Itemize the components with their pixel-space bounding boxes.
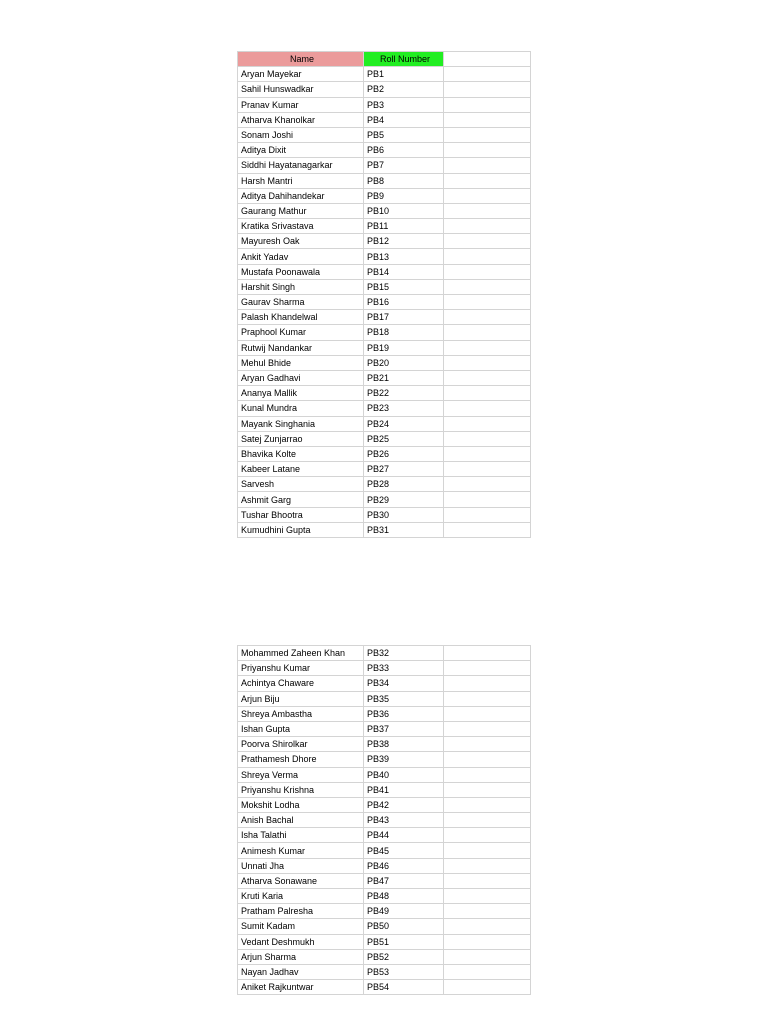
name-cell[interactable]: Priyanshu Krishna xyxy=(238,782,364,797)
name-cell[interactable]: Rutwij Nandankar xyxy=(238,340,364,355)
name-cell[interactable]: Kruti Karia xyxy=(238,889,364,904)
name-cell[interactable]: Unnati Jha xyxy=(238,858,364,873)
roll-number-cell[interactable]: PB37 xyxy=(364,721,444,736)
table-row xyxy=(238,203,531,218)
table-row xyxy=(238,964,531,979)
name-cell[interactable]: Aniket Rajkuntwar xyxy=(238,980,364,995)
name-cell[interactable]: Kratika Srivastava xyxy=(238,219,364,234)
table-1-body xyxy=(238,52,531,538)
roll-number-cell[interactable]: PB4 xyxy=(364,112,444,127)
roll-number-cell[interactable]: PB44 xyxy=(364,828,444,843)
name-cell[interactable]: Sahil Hunswadkar xyxy=(238,82,364,97)
table-row xyxy=(238,858,531,873)
name-cell[interactable]: Mehul Bhide xyxy=(238,355,364,370)
table-row xyxy=(238,112,531,127)
roll-number-cell[interactable]: PB46 xyxy=(364,858,444,873)
roll-number-cell[interactable]: PB39 xyxy=(364,752,444,767)
table-row xyxy=(238,737,531,752)
empty-cell[interactable] xyxy=(444,507,531,522)
table-row xyxy=(238,295,531,310)
table-row xyxy=(238,706,531,721)
table-row xyxy=(238,843,531,858)
empty-cell[interactable] xyxy=(444,522,531,537)
name-cell[interactable]: Mayank Singhania xyxy=(238,416,364,431)
name-cell[interactable]: Priyanshu Kumar xyxy=(238,661,364,676)
empty-cell[interactable] xyxy=(444,279,531,294)
name-cell[interactable]: Ishan Gupta xyxy=(238,721,364,736)
roll-number-cell[interactable]: PB24 xyxy=(364,416,444,431)
roll-number-cell[interactable]: PB3 xyxy=(364,97,444,112)
empty-cell[interactable] xyxy=(444,813,531,828)
empty-cell[interactable] xyxy=(444,249,531,264)
roll-number-cell[interactable]: PB8 xyxy=(364,173,444,188)
table-row xyxy=(238,82,531,97)
empty-cell[interactable] xyxy=(444,295,531,310)
empty-cell[interactable] xyxy=(444,355,531,370)
name-cell[interactable]: Gaurav Sharma xyxy=(238,295,364,310)
name-cell[interactable]: Harsh Mantri xyxy=(238,173,364,188)
empty-cell[interactable] xyxy=(444,767,531,782)
roll-number-cell[interactable]: PB26 xyxy=(364,446,444,461)
table-row xyxy=(238,904,531,919)
empty-cell[interactable] xyxy=(444,97,531,112)
table-row xyxy=(238,310,531,325)
name-cell[interactable]: Aryan Gadhavi xyxy=(238,370,364,385)
name-cell[interactable]: Vedant Deshmukh xyxy=(238,934,364,949)
name-cell[interactable]: Kunal Mundra xyxy=(238,401,364,416)
table-2-body xyxy=(238,646,531,995)
name-cell[interactable]: Gaurang Mathur xyxy=(238,203,364,218)
empty-cell[interactable] xyxy=(444,188,531,203)
empty-cell[interactable] xyxy=(444,980,531,995)
name-cell[interactable]: Bhavika Kolte xyxy=(238,446,364,461)
empty-cell[interactable] xyxy=(444,219,531,234)
table-row xyxy=(238,279,531,294)
empty-cell[interactable] xyxy=(444,889,531,904)
table-row xyxy=(238,797,531,812)
name-cell[interactable]: Praphool Kumar xyxy=(238,325,364,340)
table-row xyxy=(238,691,531,706)
table-row xyxy=(238,264,531,279)
table-row xyxy=(238,934,531,949)
table-row xyxy=(238,721,531,736)
roll-number-cell[interactable]: PB12 xyxy=(364,234,444,249)
roll-number-cell[interactable]: PB45 xyxy=(364,843,444,858)
empty-cell[interactable] xyxy=(444,661,531,676)
table-row xyxy=(238,661,531,676)
name-cell[interactable]: Tushar Bhootra xyxy=(238,507,364,522)
name-cell[interactable]: Satej Zunjarrao xyxy=(238,431,364,446)
roll-number-cell[interactable]: PB48 xyxy=(364,889,444,904)
table-row xyxy=(238,873,531,888)
table-row xyxy=(238,767,531,782)
roll-number-cell[interactable]: PB10 xyxy=(364,203,444,218)
name-cell[interactable]: Atharva Khanolkar xyxy=(238,112,364,127)
empty-cell[interactable] xyxy=(444,416,531,431)
roll-number-cell[interactable]: PB5 xyxy=(364,127,444,142)
name-cell[interactable]: Shreya Verma xyxy=(238,767,364,782)
table-row xyxy=(238,249,531,264)
roll-number-cell[interactable]: PB34 xyxy=(364,676,444,691)
roll-number-cell[interactable]: PB14 xyxy=(364,264,444,279)
student-table-1 xyxy=(237,51,531,538)
name-cell[interactable]: Animesh Kumar xyxy=(238,843,364,858)
empty-cell[interactable] xyxy=(444,646,531,661)
empty-cell[interactable] xyxy=(444,310,531,325)
empty-cell[interactable] xyxy=(444,477,531,492)
roll-number-cell[interactable]: PB16 xyxy=(364,295,444,310)
table-row xyxy=(238,477,531,492)
name-cell[interactable]: Poorva Shirolkar xyxy=(238,737,364,752)
roll-number-cell[interactable]: PB30 xyxy=(364,507,444,522)
empty-cell[interactable] xyxy=(444,82,531,97)
roll-number-cell[interactable]: PB19 xyxy=(364,340,444,355)
table-row xyxy=(238,949,531,964)
name-cell[interactable]: Ankit Yadav xyxy=(238,249,364,264)
table-row xyxy=(238,370,531,385)
table-row xyxy=(238,325,531,340)
empty-cell[interactable] xyxy=(444,706,531,721)
roll-number-cell[interactable]: PB33 xyxy=(364,661,444,676)
empty-cell[interactable] xyxy=(444,264,531,279)
header-row xyxy=(238,52,531,67)
table-row xyxy=(238,431,531,446)
empty-cell[interactable] xyxy=(444,964,531,979)
name-cell[interactable]: Kumudhini Gupta xyxy=(238,522,364,537)
roll-number-cell[interactable]: PB50 xyxy=(364,919,444,934)
student-table-2 xyxy=(237,645,531,995)
table-row xyxy=(238,813,531,828)
table-row xyxy=(238,127,531,142)
name-cell[interactable]: Shreya Ambastha xyxy=(238,706,364,721)
roll-number-cell[interactable]: PB27 xyxy=(364,462,444,477)
empty-cell[interactable] xyxy=(444,782,531,797)
roll-number-cell[interactable]: PB13 xyxy=(364,249,444,264)
roll-number-cell[interactable]: PB22 xyxy=(364,386,444,401)
empty-cell[interactable] xyxy=(444,158,531,173)
roll-number-cell[interactable]: PB6 xyxy=(364,143,444,158)
roll-number-cell[interactable]: PB7 xyxy=(364,158,444,173)
name-cell[interactable]: Ashmit Garg xyxy=(238,492,364,507)
name-cell[interactable]: Aditya Dixit xyxy=(238,143,364,158)
empty-cell[interactable] xyxy=(444,370,531,385)
table-row xyxy=(238,188,531,203)
roll-number-cell[interactable]: PB38 xyxy=(364,737,444,752)
table-row xyxy=(238,646,531,661)
table-row xyxy=(238,889,531,904)
table-row xyxy=(238,919,531,934)
table-row xyxy=(238,219,531,234)
table-row xyxy=(238,340,531,355)
table-row xyxy=(238,522,531,537)
roll-number-cell[interactable]: PB17 xyxy=(364,310,444,325)
empty-cell[interactable] xyxy=(444,462,531,477)
name-cell[interactable]: Arjun Sharma xyxy=(238,949,364,964)
table-row xyxy=(238,416,531,431)
empty-cell[interactable] xyxy=(444,934,531,949)
empty-cell[interactable] xyxy=(444,127,531,142)
roll-number-cell[interactable]: PB49 xyxy=(364,904,444,919)
name-cell[interactable]: Pratham Palresha xyxy=(238,904,364,919)
roll-number-cell[interactable]: PB21 xyxy=(364,370,444,385)
roll-number-cell[interactable]: PB51 xyxy=(364,934,444,949)
roll-number-cell[interactable]: PB40 xyxy=(364,767,444,782)
roll-number-cell[interactable]: PB41 xyxy=(364,782,444,797)
empty-cell[interactable] xyxy=(444,676,531,691)
table-row xyxy=(238,234,531,249)
name-cell[interactable]: Nayan Jadhav xyxy=(238,964,364,979)
table-row xyxy=(238,828,531,843)
roll-number-cell[interactable]: PB28 xyxy=(364,477,444,492)
name-cell[interactable]: Achintya Chaware xyxy=(238,676,364,691)
name-header-cell[interactable]: Name xyxy=(238,52,364,67)
empty-cell[interactable] xyxy=(444,843,531,858)
roll-number-cell[interactable]: PB52 xyxy=(364,949,444,964)
roll-number-cell[interactable]: PB23 xyxy=(364,401,444,416)
name-cell[interactable]: Mayuresh Oak xyxy=(238,234,364,249)
table-row xyxy=(238,143,531,158)
roll-number-cell[interactable]: PB53 xyxy=(364,964,444,979)
roll-number-cell[interactable]: PB29 xyxy=(364,492,444,507)
empty-cell[interactable] xyxy=(444,691,531,706)
roll-number-cell[interactable]: PB31 xyxy=(364,522,444,537)
roll-number-cell[interactable]: PB11 xyxy=(364,219,444,234)
name-cell[interactable]: Aryan Mayekar xyxy=(238,67,364,82)
name-cell[interactable]: Ananya Mallik xyxy=(238,386,364,401)
name-cell[interactable]: Sumit Kadam xyxy=(238,919,364,934)
empty-cell[interactable] xyxy=(444,737,531,752)
table-row xyxy=(238,173,531,188)
roll-number-cell[interactable]: PB32 xyxy=(364,646,444,661)
name-cell[interactable]: Atharva Sonawane xyxy=(238,873,364,888)
empty-cell[interactable] xyxy=(444,828,531,843)
empty-cell[interactable] xyxy=(444,67,531,82)
name-cell[interactable]: Aditya Dahihandekar xyxy=(238,188,364,203)
name-cell[interactable]: Mokshit Lodha xyxy=(238,797,364,812)
empty-cell[interactable] xyxy=(444,949,531,964)
name-cell[interactable]: Mohammed Zaheen Khan xyxy=(238,646,364,661)
roll-number-cell[interactable]: PB2 xyxy=(364,82,444,97)
empty-cell[interactable] xyxy=(444,112,531,127)
table-row xyxy=(238,355,531,370)
roll-number-cell[interactable]: PB54 xyxy=(364,980,444,995)
empty-cell[interactable] xyxy=(444,431,531,446)
table-row xyxy=(238,386,531,401)
empty-cell[interactable] xyxy=(444,858,531,873)
empty-cell[interactable] xyxy=(444,919,531,934)
empty-cell[interactable] xyxy=(444,325,531,340)
roll-number-cell[interactable]: PB42 xyxy=(364,797,444,812)
empty-cell[interactable] xyxy=(444,873,531,888)
table-row xyxy=(238,752,531,767)
table-row xyxy=(238,97,531,112)
name-cell[interactable]: Siddhi Hayatanagarkar xyxy=(238,158,364,173)
empty-cell[interactable] xyxy=(444,386,531,401)
table-row xyxy=(238,676,531,691)
name-cell[interactable]: Mustafa Poonawala xyxy=(238,264,364,279)
roll-number-cell[interactable]: PB43 xyxy=(364,813,444,828)
empty-cell[interactable] xyxy=(444,143,531,158)
table-row xyxy=(238,401,531,416)
roll-number-cell[interactable]: PB25 xyxy=(364,431,444,446)
roll-number-cell[interactable]: PB47 xyxy=(364,873,444,888)
name-cell[interactable]: Arjun Biju xyxy=(238,691,364,706)
name-cell[interactable]: Isha Talathi xyxy=(238,828,364,843)
table-row xyxy=(238,782,531,797)
roll-number-cell[interactable]: PB18 xyxy=(364,325,444,340)
table-row xyxy=(238,158,531,173)
table-row xyxy=(238,446,531,461)
empty-cell[interactable] xyxy=(444,234,531,249)
roll-number-header-cell[interactable]: Roll Number xyxy=(364,52,444,67)
table-row xyxy=(238,980,531,995)
roll-number-cell[interactable]: PB35 xyxy=(364,691,444,706)
table-row xyxy=(238,67,531,82)
roll-number-cell[interactable]: PB9 xyxy=(364,188,444,203)
roll-number-cell[interactable]: PB36 xyxy=(364,706,444,721)
empty-cell[interactable] xyxy=(444,203,531,218)
roll-number-cell[interactable]: PB1 xyxy=(364,67,444,82)
empty-cell[interactable] xyxy=(444,340,531,355)
empty-cell[interactable] xyxy=(444,401,531,416)
table-row xyxy=(238,462,531,477)
table-row xyxy=(238,492,531,507)
name-cell[interactable]: Harshit Singh xyxy=(238,279,364,294)
empty-cell[interactable] xyxy=(444,446,531,461)
empty-cell[interactable] xyxy=(444,904,531,919)
name-cell[interactable]: Sonam Joshi xyxy=(238,127,364,142)
empty-cell[interactable] xyxy=(444,52,531,67)
table-row xyxy=(238,507,531,522)
empty-cell[interactable] xyxy=(444,173,531,188)
name-cell[interactable]: Pranav Kumar xyxy=(238,97,364,112)
name-cell[interactable]: Kabeer Latane xyxy=(238,462,364,477)
name-cell[interactable]: Sarvesh xyxy=(238,477,364,492)
name-cell[interactable]: Anish Bachal xyxy=(238,813,364,828)
roll-number-cell[interactable]: PB15 xyxy=(364,279,444,294)
empty-cell[interactable] xyxy=(444,797,531,812)
empty-cell[interactable] xyxy=(444,752,531,767)
name-cell[interactable]: Prathamesh Dhore xyxy=(238,752,364,767)
empty-cell[interactable] xyxy=(444,721,531,736)
empty-cell[interactable] xyxy=(444,492,531,507)
roll-number-cell[interactable]: PB20 xyxy=(364,355,444,370)
name-cell[interactable]: Palash Khandelwal xyxy=(238,310,364,325)
